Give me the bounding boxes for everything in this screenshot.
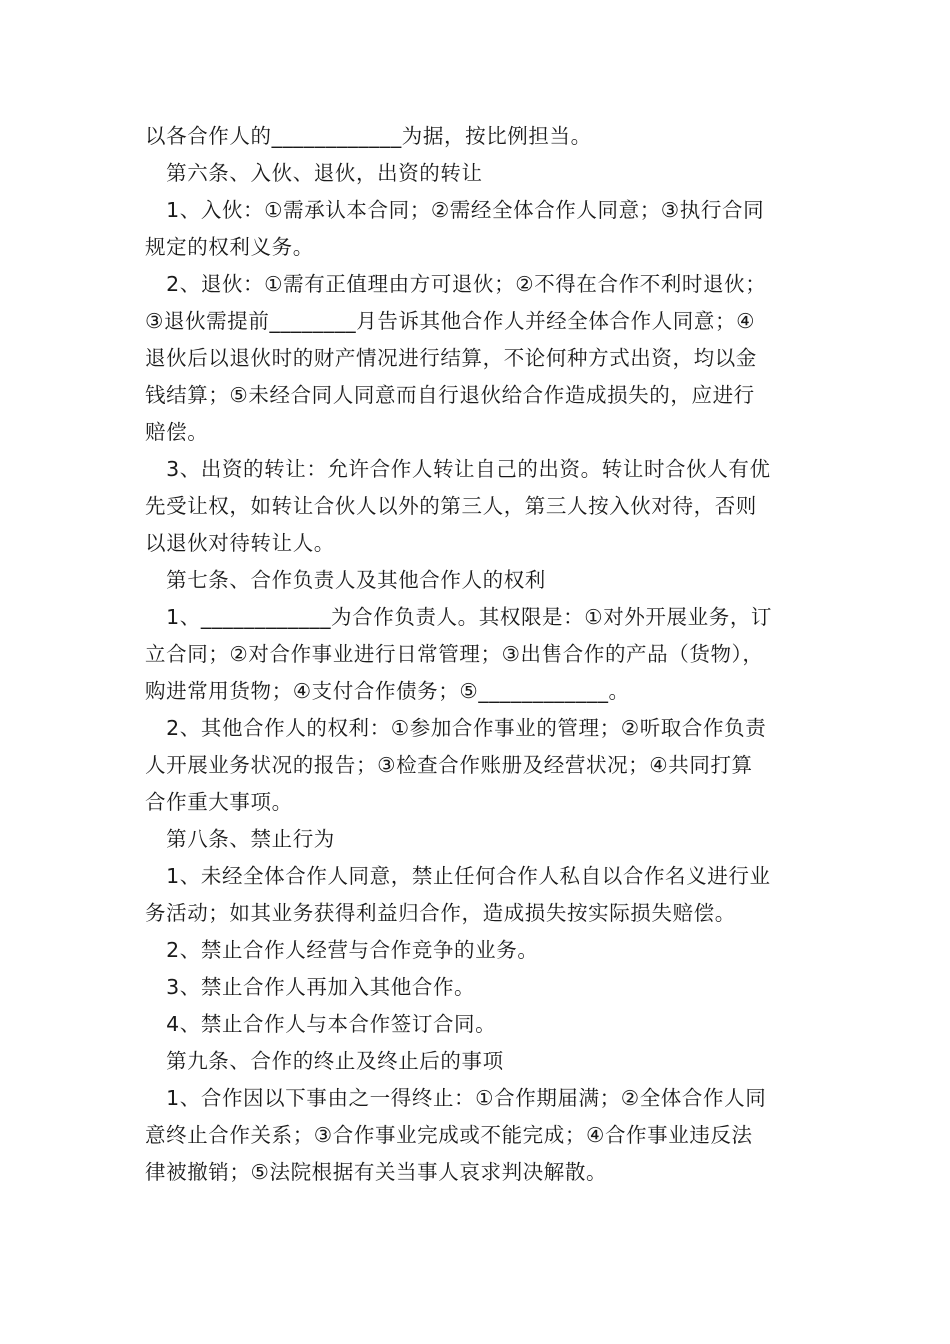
text-line: 意终止合作关系；③合作事业完成或不能完成；④合作事业违反法 [145, 1123, 753, 1147]
text-line: 2、其他合作人的权利：①参加合作事业的管理；②听取合作负责 [145, 716, 767, 740]
text-line: 4、禁止合作人与本合作签订合同。 [145, 1012, 497, 1036]
text-line: 退伙后以退伙时的财产情况进行结算，不论何种方式出资，均以金 [145, 346, 757, 370]
text-line: 合作重大事项。 [145, 790, 293, 814]
text-line: 2、禁止合作人经营与合作竞争的业务。 [145, 938, 539, 962]
text-line: 规定的权利义务。 [145, 235, 314, 259]
text-line: 立合同；②对合作事业进行日常管理；③出售合作的产品（货物）， [145, 642, 764, 666]
text-line: 律被撤销；⑤法院根据有关当事人哀求判决解散。 [145, 1160, 608, 1184]
text-line: 1、入伙：①需承认本合同；②需经全体合作人同意；③执行合同 [145, 198, 765, 222]
text-line: 以退伙对待转让人。 [145, 531, 335, 555]
section-heading: 第七条、合作负责人及其他合作人的权利 [145, 568, 546, 592]
section-heading: 第九条、合作的终止及终止后的事项 [145, 1049, 504, 1073]
section-heading: 第八条、禁止行为 [145, 827, 335, 851]
text-line: 人开展业务状况的报告；③检查合作账册及经营状况；④共同打算 [145, 753, 753, 777]
text-line: 2、退伙：①需有正值理由方可退伙；②不得在合作不利时退伙； [145, 272, 767, 296]
text-line: 以各合作人的____________为据，按比例担当。 [145, 124, 592, 148]
text-line: 先受让权，如转让合伙人以外的第三人，第三人按入伙对待，否则 [145, 494, 757, 518]
text-line: 1、____________为合作负责人。其权限是：①对外开展业务，订 [145, 605, 773, 629]
text-line: ③退伙需提前________月告诉其他合作人并经全体合作人同意；④ [145, 309, 756, 333]
text-line: 务活动；如其业务获得利益归合作，造成损失按实际损失赔偿。 [145, 901, 736, 925]
text-line: 赔偿。 [145, 420, 209, 444]
text-line: 1、未经全体合作人同意，禁止任何合作人私自以合作名义进行业 [145, 864, 771, 888]
section-heading: 第六条、入伙、退伙，出资的转让 [145, 161, 483, 185]
text-line: 3、禁止合作人再加入其他合作。 [145, 975, 476, 999]
text-line: 购进常用货物；④支付合作债务；⑤____________。 [145, 679, 630, 703]
text-line: 3、出资的转让：允许合作人转让自己的出资。转让时合伙人有优 [145, 457, 771, 481]
text-line: 1、合作因以下事由之一得终止：①合作期届满；②全体合作人同 [145, 1086, 767, 1110]
text-line: 钱结算；⑤未经合同人同意而自行退伙给合作造成损失的，应进行 [145, 383, 755, 407]
